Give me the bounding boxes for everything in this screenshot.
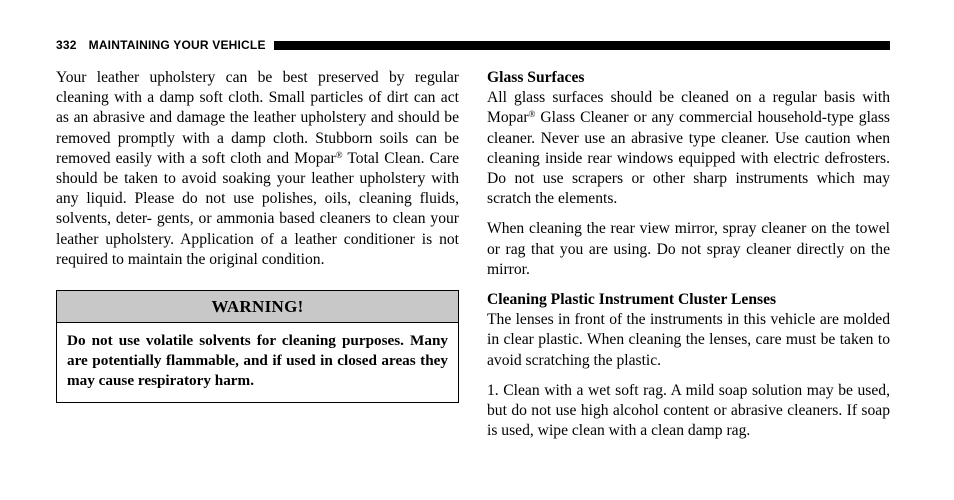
warning-box [56,290,459,403]
plastic-paragraph: The lenses in front of the instruments in this vehicle are molded in clear plastic. When cleaning the lenses, care must be taken to avoid scratching the plastic. [487,311,890,369]
page-number: 332 [56,38,77,52]
glass-paragraph-1: All glass surfaces should be cleaned on a regular basis with Mopar® Glass Cleaner or any commercial household-type glass cleaner. Never use an abrasive type cleaner. Use caution when cleaning inside rear windows equipped with electric defrosters. Do not use scrapers or other sharp instruments which may scratch the elements. [487,89,890,208]
leather-paragraph: Your leather upholstery can be best preserved by regular cleaning with a damp soft cloth. Small particles of dirt can act as an abrasive and damage the leather upholstery and should be removed promptly with a damp cloth. Stubborn soils can be removed easily with a soft cloth and Mopar® Total Clean. Care should be taken to avoid soaking your leather upholstery with any liquid. Please do not use polishes, oils, cleaning fluids, solvents, deter- gents, or ammonia based cleaners to clean your leather upholstery. Application of a leather conditioner is not required to maintain the original condition. [56,69,459,268]
glass-paragraph-2: When cleaning the rear view mirror, spray cleaner on the towel or rag that you are using. Do not spray cleaner directly on the mirror. [487,220,890,278]
page-header [56,38,890,52]
warning-text: Do not use volatile solvents for cleaning purposes. Many are potentially flammable, and if used in closed areas they may cause respiratory harm. [67,332,448,390]
section-title: MAINTAINING YOUR VEHICLE [88,38,266,52]
step-1: 1. Clean with a wet soft rag. A mild soap solution may be used, but do not use high alcohol content or abrasive cleaners. If soap is used, wipe clean with a clean damp rag. [487,381,890,440]
header-rule [274,41,890,50]
warning-title: WARNING! [57,291,458,323]
plastic-lenses-heading: Cleaning Plastic Instrument Cluster Lenses [487,291,777,309]
right-column [487,68,890,441]
glass-surfaces-heading: Glass Surfaces [487,69,585,86]
left-column [56,68,459,403]
